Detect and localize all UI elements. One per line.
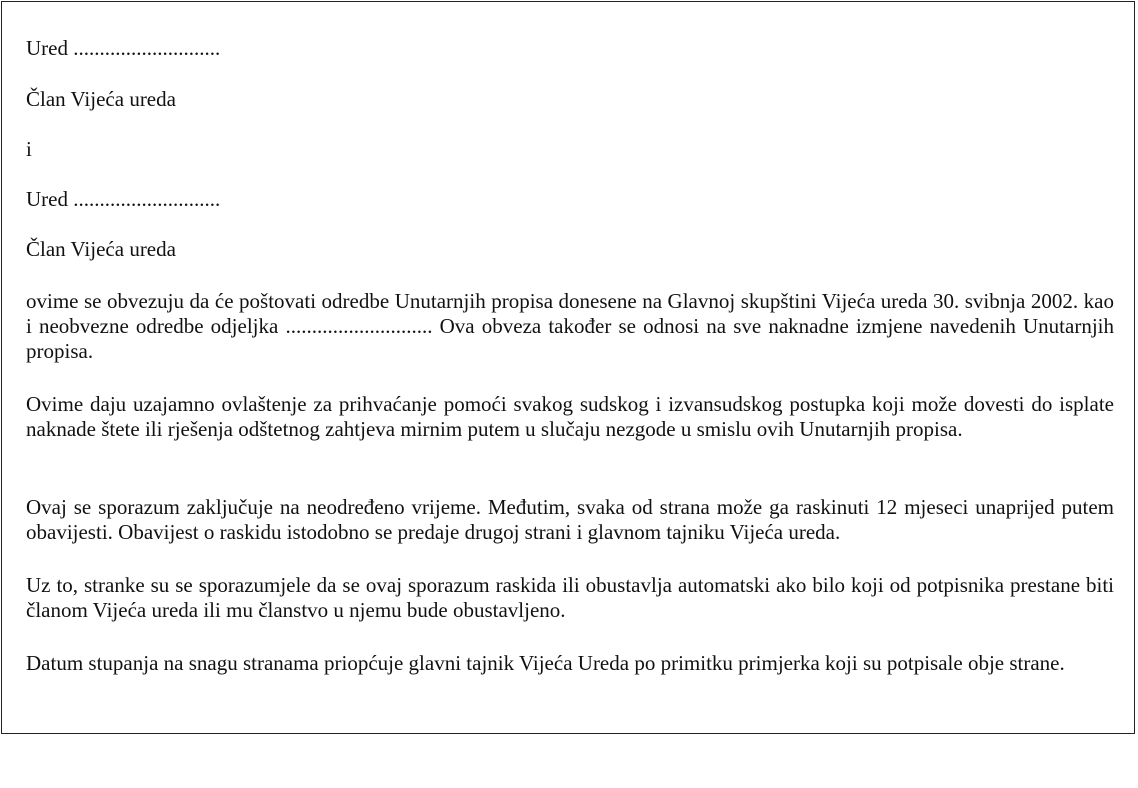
council-member-line-2: Član Vijeća ureda	[26, 237, 176, 261]
office-line-1: Ured ............................	[26, 36, 221, 60]
paragraph-authorization: Ovime daju uzajamno ovlaštenje za prihvaćanje pomoći svakog sudskog i izvansudskog postupka koji može dovesti do isplate naknade štete ili rješenja odštetnog zahtjeva mirnim putem u slučaju nezgode u smislu ovih Unutarnjih propisa.	[26, 392, 1114, 441]
document-frame	[1, 1, 1135, 734]
paragraph-effective-date: Datum stupanja na snagu stranama priopćuje glavni tajnik Vijeća Ureda po primitku primjerka koji su potpisale obje strane.	[26, 651, 1065, 675]
council-member-line-1: Član Vijeća ureda	[26, 87, 176, 111]
office-line-2: Ured ............................	[26, 187, 221, 211]
paragraph-term: Ovaj se sporazum zaključuje na neodređeno vrijeme. Međutim, svaka od strana može ga raskinuti 12 mjeseci unaprijed putem obavijesti. Obavijest o raskidu istodobno se predaje drugoj strani i glavnom tajniku Vijeća ureda.	[26, 495, 1114, 544]
paragraph-termination: Uz to, stranke su se sporazumjele da se ovaj sporazum raskida ili obustavlja automatski ako bilo koji od potpisnika prestane biti članom Vijeća ureda ili mu članstvo u njemu bude obustavljeno.	[26, 573, 1114, 622]
paragraph-obligation: ovime se obvezuju da će poštovati odredbe Unutarnjih propisa donesene na Glavnoj skupštini Vijeća ureda 30. svibnja 2002. kao i neobvezne odredbe odjeljka ............................ Ova obveza također se odnosi na sve naknadne izmjene navedenih Unutarnjih propisa.	[26, 289, 1114, 363]
conjunction-line: i	[26, 137, 32, 161]
